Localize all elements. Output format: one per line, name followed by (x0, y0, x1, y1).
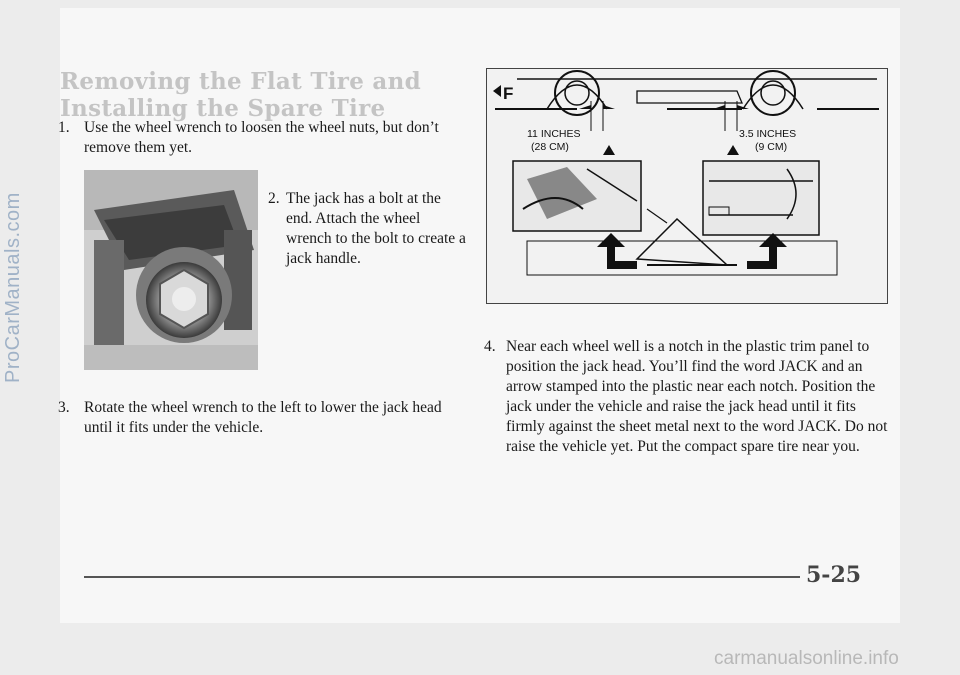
footer-rule (84, 576, 800, 578)
step-4 (484, 337, 894, 457)
watermark-carmanualsonline: carmanualsonline.info (714, 648, 899, 669)
step-number: 3. (58, 399, 70, 416)
jack-position-diagram (486, 68, 888, 304)
step-1 (58, 118, 458, 158)
rear-distance-label: 3.5 INCHES (739, 128, 797, 140)
front-arrow-icon (493, 85, 501, 97)
step-number: 2. (268, 190, 280, 207)
step-text: Use the wheel wrench to loosen the wheel nuts, but don’t remove them yet. (84, 119, 439, 156)
section-heading: Removing the Flat Tire and Installing the Spare Tire (60, 68, 422, 122)
step-number: 4. (484, 338, 496, 355)
front-distance-label: 11 INCHES (527, 128, 581, 140)
step-text: The jack has a bolt at the end. Attach the wheel wrench to the bolt to create a jack handle. (286, 190, 466, 267)
front-marker-label: F (503, 84, 514, 103)
step-3 (58, 398, 468, 438)
wrench-on-jack-photo (84, 170, 258, 370)
step-2 (268, 189, 468, 269)
watermark-procarmanuals: ProCarManuals.com (2, 192, 24, 383)
page-number: 5-25 (806, 562, 862, 588)
step-number: 1. (58, 119, 70, 136)
step-text: Near each wheel well is a notch in the plastic trim panel to position the jack head. You’ll find the word JACK and an arrow stamped into the plastic near each notch. Position the jack under the vehicle and raise the jack head until it fits firmly against the sheet metal next to the word JACK. Do not raise the vehicle yet. Put the compact spare tire near you. (506, 338, 888, 455)
step-text: Rotate the wheel wrench to the left to lower the jack head until it fits under the vehicle. (84, 399, 442, 436)
rear-distance-metric-label: (9 CM) (755, 141, 788, 153)
front-distance-metric-label: (28 CM) (531, 141, 569, 153)
